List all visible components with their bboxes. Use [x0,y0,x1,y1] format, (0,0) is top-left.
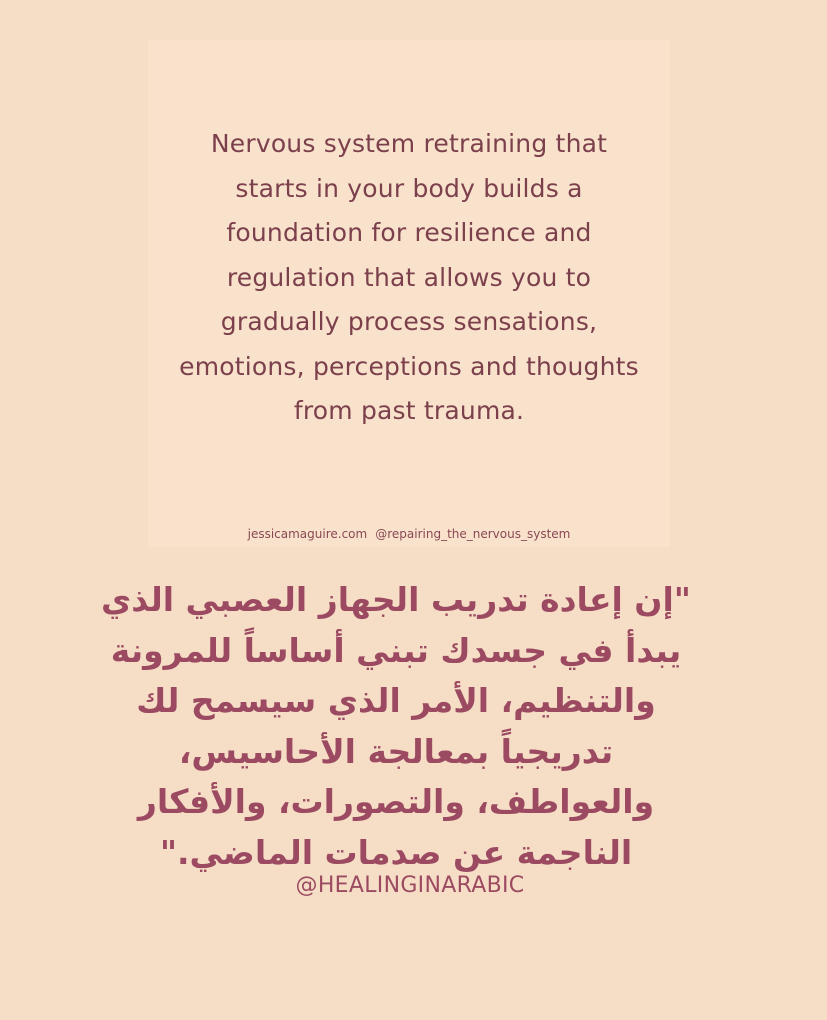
english-quote-line: starts in your body builds a [235,173,583,203]
english-quote-line: gradually process sensations, [220,307,598,336]
arabic-quote-line: والتنظيم، الأمر الذي سيسمح لك [136,681,656,720]
arabic-quote-line: "إن إعادة تدريب الجهاز العصبي الذي [101,580,691,619]
arabic-quote-line: يبدأ في جسدك تبني أساساً للمرونة [110,630,682,670]
arabic-quote-line: والعواطف، والتصورات، والأفكار [137,782,655,821]
english-quote-line: foundation for resilience and [226,218,592,247]
healinginarabic-handle: @HEALINGINARABIC [295,873,525,898]
arabic-quote-line: تدريجياً بمعالجة الأحاسيس، [178,731,614,771]
english-quote-line: Nervous system retraining that [210,129,608,158]
arabic-quote [80,575,712,878]
arabic-quote-line: الناجمة عن صدمات الماضي." [159,832,633,872]
website-text: jessicamaguire.com [247,527,368,541]
quote-card [148,40,670,547]
english-quote-line: from past trauma. [293,396,525,425]
instagram-handle-text: @repairing_the_nervous_system [375,527,571,541]
english-quote [148,122,670,434]
english-quote-line: regulation that allows you to [226,262,592,292]
attribution [148,527,670,541]
english-quote-line: emotions, perceptions and thoughts [179,351,639,381]
